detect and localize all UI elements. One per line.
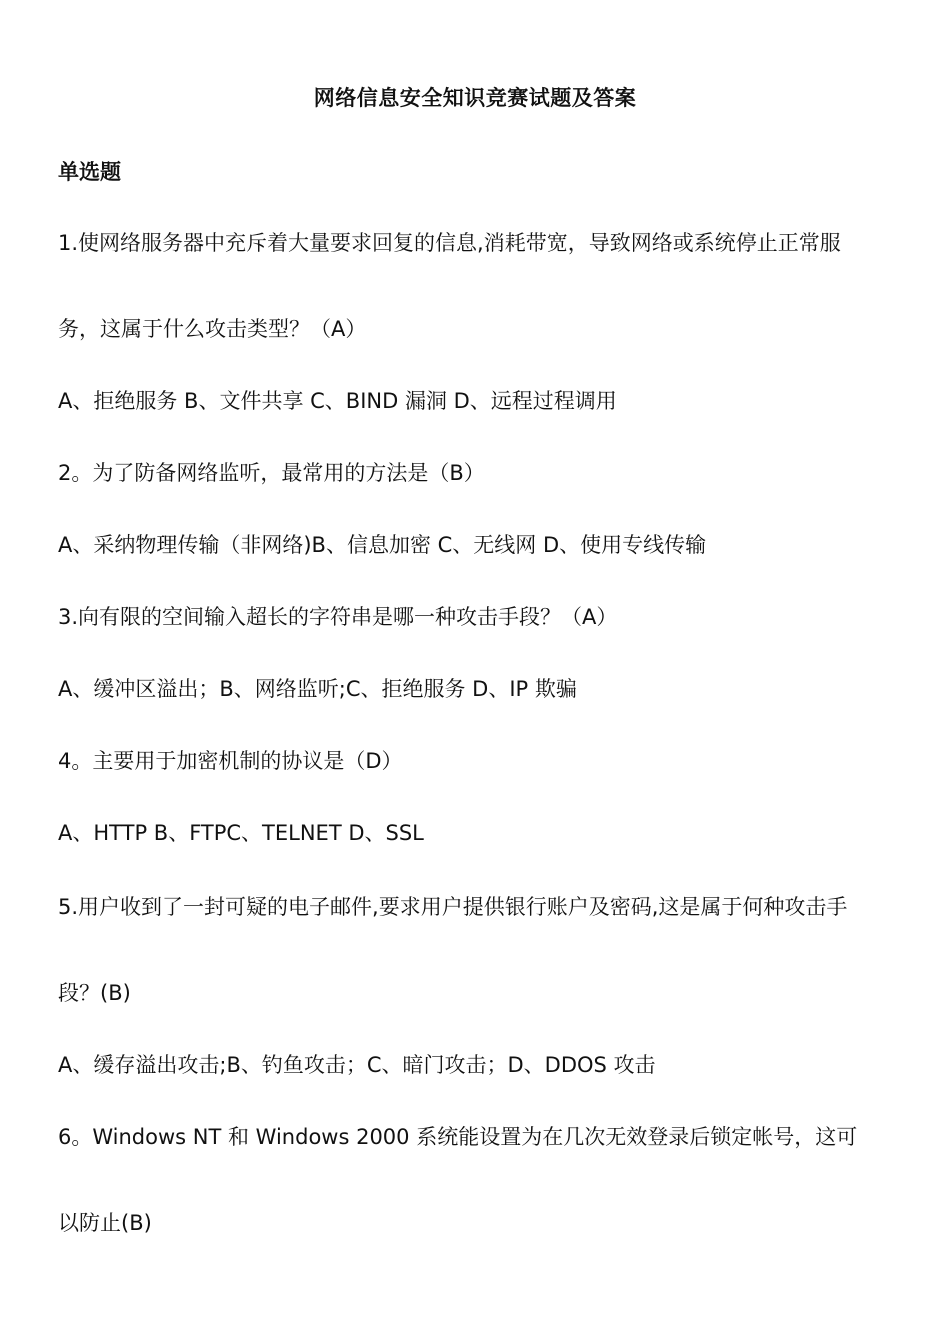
text-line: 以防止(B): [58, 1211, 152, 1235]
text-line: 务，这属于什么攻击类型？（A）: [58, 317, 367, 341]
section-heading: 单选题: [58, 160, 121, 184]
text-line: 3.向有限的空间输入超长的字符串是哪一种攻击手段？（A）: [58, 605, 618, 629]
text-line: A、拒绝服务 B、文件共享 C、BIND 漏洞 D、远程过程调用: [58, 389, 617, 413]
text-line: 5.用户收到了一封可疑的电子邮件,要求用户提供银行账户及密码,这是属于何种攻击手: [58, 895, 848, 919]
text-line: 2。为了防备网络监听，最常用的方法是（B）: [58, 461, 485, 485]
text-line: 6。Windows NT 和 Windows 2000 系统能设置为在几次无效登录后锁定帐号，这可: [58, 1125, 858, 1149]
text-line: A、HTTP B、FTPC、TELNET D、SSL: [58, 821, 424, 845]
text-line: A、缓冲区溢出；B、网络监听;C、拒绝服务 D、IP 欺骗: [58, 677, 577, 701]
text-line: 1.使网络服务器中充斥着大量要求回复的信息,消耗带宽，导致网络或系统停止正常服: [58, 231, 841, 255]
document-title: 网络信息安全知识竞赛试题及答案: [313, 86, 637, 110]
text-line: 4。主要用于加密机制的协议是（D）: [58, 749, 403, 773]
text-line: A、采纳物理传输（非网络)B、信息加密 C、无线网 D、使用专线传输: [58, 533, 707, 557]
text-line: 段？(B): [58, 981, 131, 1005]
text-line: A、缓存溢出攻击;B、钓鱼攻击；C、暗门攻击；D、DDOS 攻击: [58, 1053, 656, 1077]
